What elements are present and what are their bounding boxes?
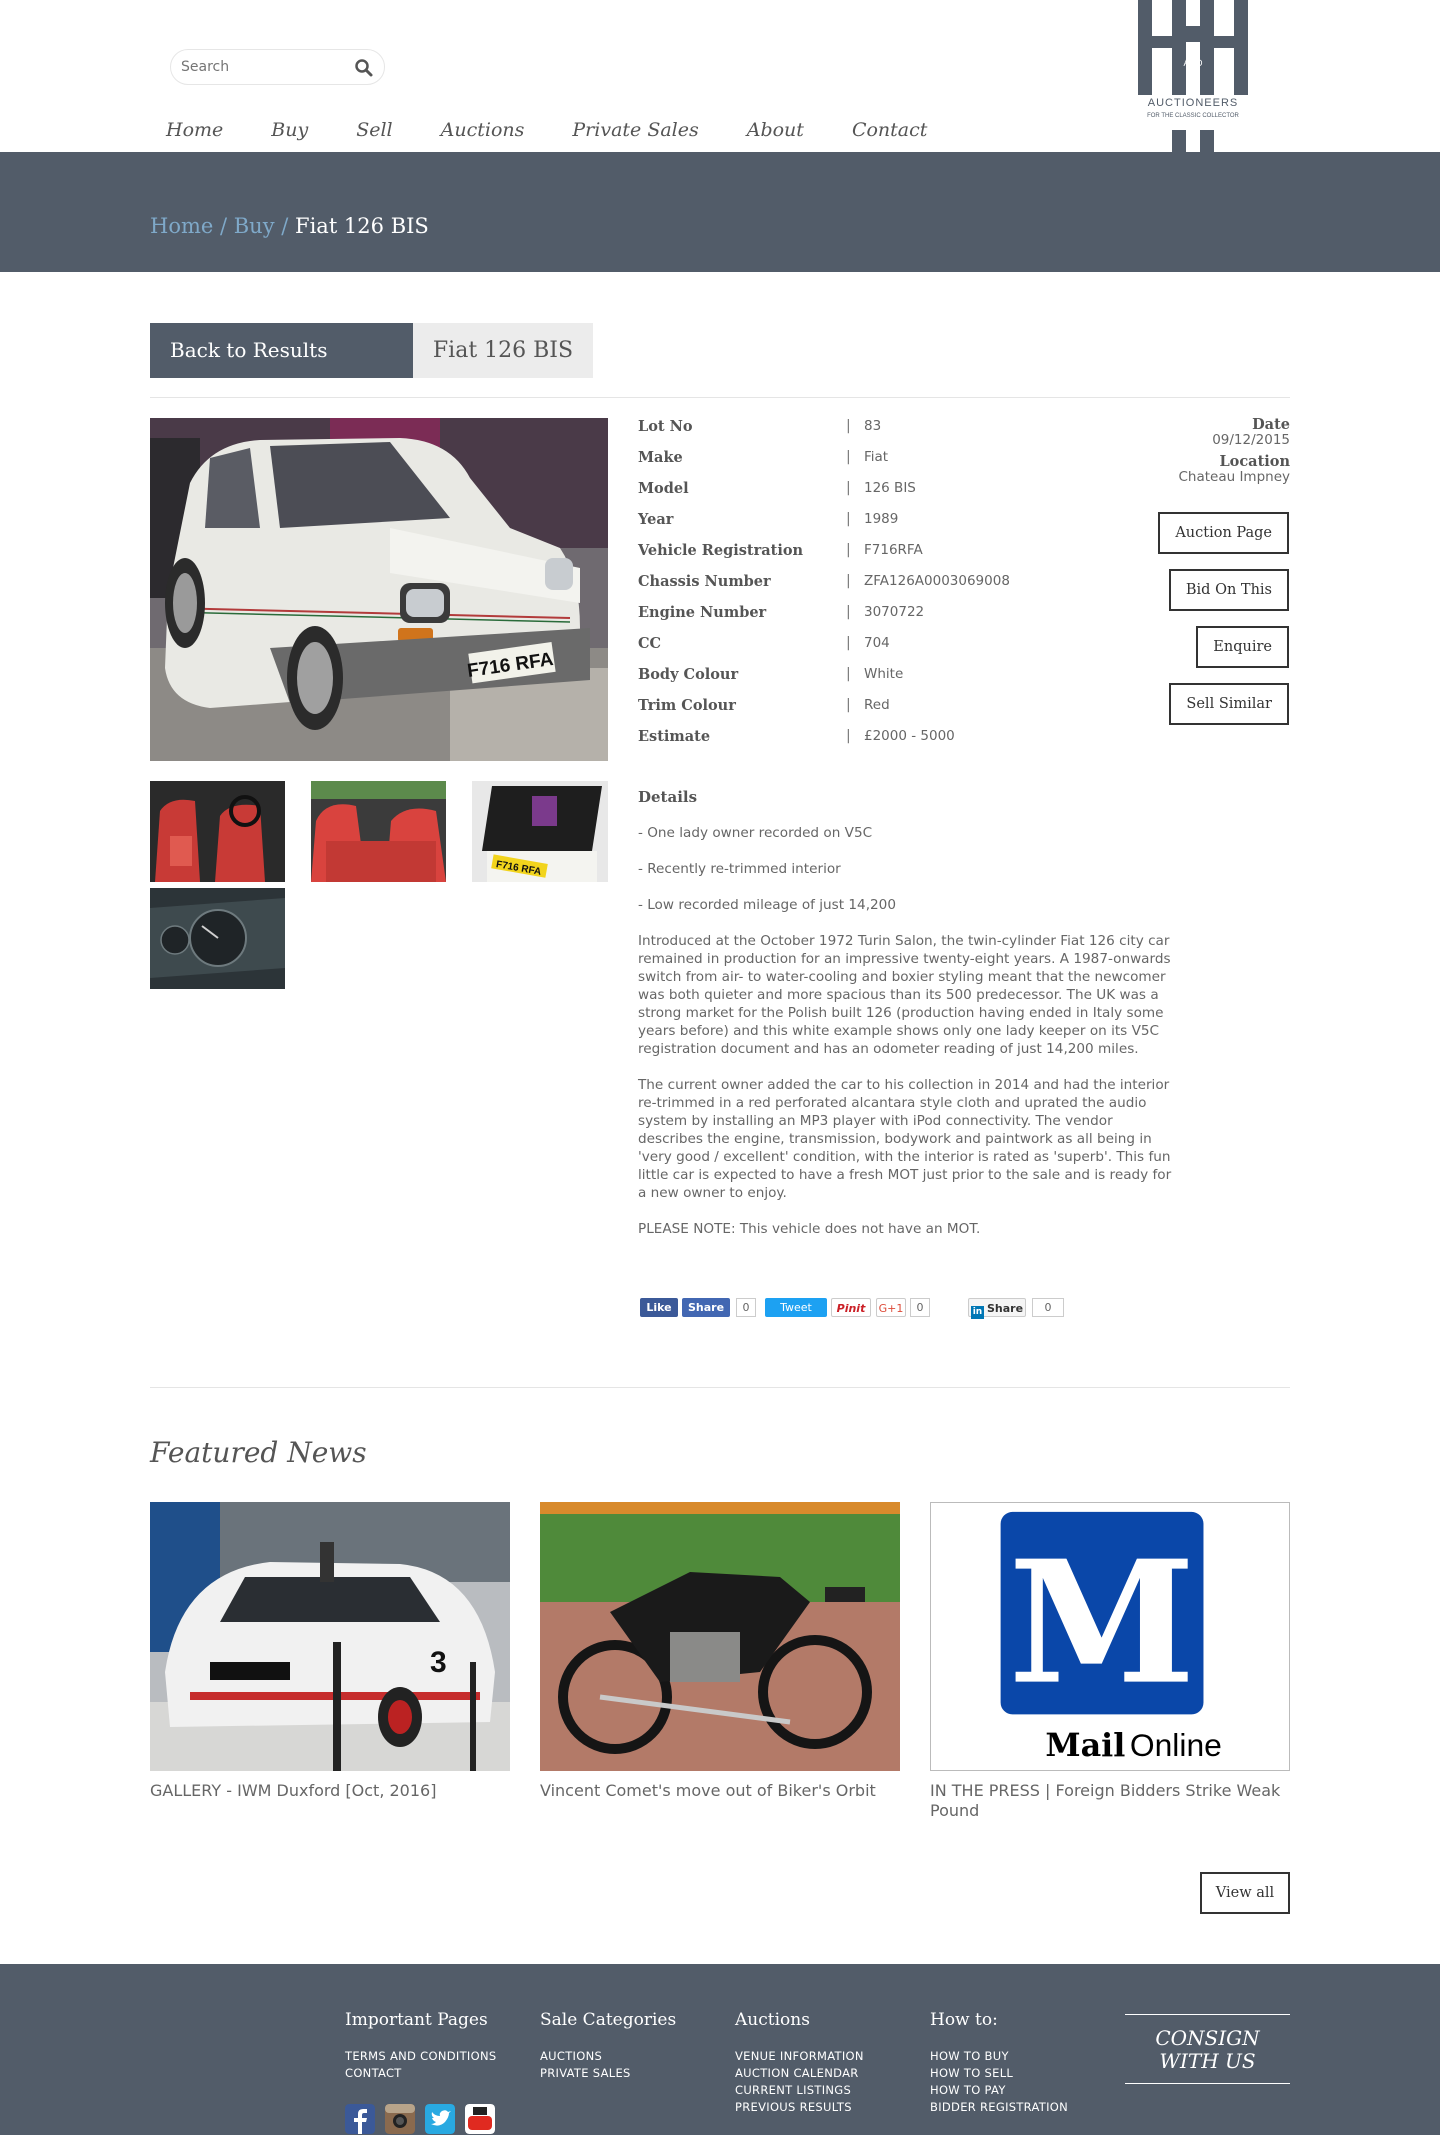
spec-row — [638, 416, 1088, 447]
breadcrumb-current: Fiat 126 BIS — [295, 214, 429, 238]
nav-auctions[interactable]: Auctions — [440, 119, 525, 141]
spec-label: CC — [638, 635, 662, 652]
share-bar — [638, 1298, 1088, 1318]
nav-about[interactable]: About — [746, 119, 804, 141]
spec-row — [638, 602, 1088, 633]
linkedin-count: 0 — [1032, 1298, 1064, 1317]
spec-row — [638, 633, 1088, 664]
details-bullet: - One lady owner recorded on V5C — [638, 825, 873, 841]
spec-row — [638, 509, 1088, 540]
details-paragraph: Introduced at the October 1972 Turin Salon, the twin-cylinder Fiat 126 city car remained in production for an impressive twenty-eight years. A 1987-onwards switch from air- to water-cooling and boxier styling meant that the newcomer was both quieter and more spacious than its 500 predecessor. The UK was a strong market for the Polish built 126 (production having ended in Italy some years before) and this white example shows only one lady keeper on its V5C registration document and has an odometer reading of just 14,200 miles. — [638, 933, 1171, 1057]
footer-column-sale-categories — [540, 2010, 676, 2082]
site-logo[interactable] — [1130, 0, 1260, 152]
breadcrumb-separator: / — [213, 214, 234, 238]
linkedin-icon: in — [972, 1307, 983, 1317]
auction-info — [1090, 416, 1290, 484]
spec-value: F716RFA — [864, 542, 923, 558]
svg-text:Online: Online — [1129, 1727, 1222, 1764]
details-bullet: - Recently re-trimmed interior — [638, 861, 841, 877]
thumbnail-front-trunk[interactable] — [472, 781, 608, 882]
footer-link-calendar[interactable]: AUCTION CALENDAR — [735, 2066, 859, 2080]
breadcrumb-home[interactable]: Home — [150, 214, 214, 238]
footer-link-terms[interactable]: TERMS AND CONDITIONS — [345, 2049, 497, 2063]
featured-news-title: Featured News — [150, 1436, 367, 1469]
spec-value: ZFA126A0003069008 — [864, 573, 1010, 589]
svg-text:F716 RFA: F716 RFA — [466, 649, 555, 682]
spec-row — [638, 664, 1088, 695]
nav-buy[interactable]: Buy — [271, 119, 309, 141]
breadcrumb — [150, 214, 429, 238]
footer-link-venue[interactable]: VENUE INFORMATION — [735, 2049, 864, 2063]
auction-page-button[interactable]: Auction Page — [1158, 512, 1289, 554]
thumbnail-interior-rear[interactable] — [311, 781, 446, 882]
nav-home[interactable]: Home — [166, 119, 224, 141]
footer-link-current[interactable]: CURRENT LISTINGS — [735, 2083, 852, 2097]
footer-link-previous[interactable]: PREVIOUS RESULTS — [735, 2100, 852, 2114]
facebook-count: 0 — [736, 1298, 756, 1317]
spec-separator: | — [846, 573, 851, 589]
footer-link-contact[interactable]: CONTACT — [345, 2066, 402, 2080]
footer-heading: Important Pages — [345, 2010, 488, 2030]
auction-date: 09/12/2015 — [1212, 432, 1290, 448]
spec-value: 83 — [864, 418, 882, 434]
spec-value: 126 BIS — [864, 480, 916, 496]
location-label: Location — [1219, 453, 1290, 470]
spec-separator: | — [846, 635, 851, 651]
spec-label: Make — [638, 449, 683, 466]
svg-text:AUCTIONEERS: AUCTIONEERS — [1147, 97, 1239, 109]
google-plus-count: 0 — [910, 1298, 930, 1317]
spec-value: 3070722 — [864, 604, 925, 620]
footer-heading: How to: — [930, 2010, 998, 2030]
spec-value: Fiat — [864, 449, 889, 465]
like-label: Like — [646, 1301, 672, 1314]
nav-private-sales[interactable]: Private Sales — [572, 119, 699, 141]
divider — [150, 397, 1290, 398]
spec-separator: | — [846, 604, 851, 620]
footer-link-how-to-pay[interactable]: HOW TO PAY — [930, 2083, 1006, 2097]
main-photo[interactable] — [150, 418, 608, 761]
site-footer — [0, 1964, 1440, 2135]
spec-label: Trim Colour — [638, 697, 736, 714]
svg-text:F716 RFA: F716 RFA — [495, 859, 542, 878]
spec-row — [638, 571, 1088, 602]
spec-value: £2000 - 5000 — [864, 728, 955, 744]
footer-link-auctions[interactable]: AUCTIONS — [540, 2049, 603, 2063]
site-header — [0, 0, 1440, 152]
divider — [150, 1387, 1290, 1388]
footer-link-bidder-registration[interactable]: BIDDER REGISTRATION — [930, 2100, 1069, 2114]
spec-label: Chassis Number — [638, 573, 771, 590]
page-banner — [0, 152, 1440, 272]
spec-separator: | — [846, 418, 851, 434]
consign-line: CONSIGN — [1155, 2026, 1260, 2050]
spec-label: Estimate — [638, 728, 711, 745]
sell-similar-button[interactable]: Sell Similar — [1169, 683, 1289, 725]
spec-separator: | — [846, 666, 851, 682]
vehicle-specs — [638, 416, 1088, 757]
spec-row — [638, 478, 1088, 509]
youtube-icon[interactable] — [465, 2104, 495, 2134]
spec-label: Body Colour — [638, 666, 739, 683]
nav-contact[interactable]: Contact — [851, 119, 928, 141]
footer-link-how-to-sell[interactable]: HOW TO SELL — [930, 2066, 1014, 2080]
spec-label: Model — [638, 480, 689, 497]
date-label: Date — [1252, 416, 1290, 433]
bid-on-this-button[interactable]: Bid On This — [1169, 569, 1289, 611]
search-box[interactable] — [170, 49, 385, 85]
svg-text:3: 3 — [430, 1646, 447, 1679]
facebook-icon[interactable] — [345, 2104, 375, 2134]
linkedin-label: Share — [986, 1302, 1024, 1315]
spec-separator: | — [846, 480, 851, 496]
twitter-icon[interactable] — [425, 2104, 455, 2134]
gplus-label: G+1 — [878, 1302, 904, 1315]
search-input[interactable] — [181, 56, 346, 78]
spec-separator: | — [846, 511, 851, 527]
news-caption[interactable]: IN THE PRESS | Foreign Bidders Strike Weak Pound — [930, 1781, 1281, 1820]
share-label: Share — [687, 1301, 725, 1314]
spec-value: White — [864, 666, 904, 682]
news-image-porsche[interactable] — [150, 1502, 510, 1771]
search-icon[interactable] — [354, 58, 374, 78]
facebook-share-button[interactable] — [682, 1298, 730, 1317]
tweet-button[interactable] — [765, 1298, 827, 1317]
news-image-mailonline[interactable] — [930, 1502, 1290, 1771]
news-image-vincent[interactable] — [540, 1502, 900, 1771]
nav-sell[interactable]: Sell — [356, 119, 393, 141]
breadcrumb-separator: / — [274, 214, 296, 238]
tweet-label: Tweet — [780, 1301, 812, 1314]
spec-row — [638, 695, 1088, 726]
footer-column-important — [345, 2010, 496, 2082]
footer-link-how-to-buy[interactable]: HOW TO BUY — [930, 2049, 1009, 2063]
spec-row — [638, 540, 1088, 571]
spec-value: 704 — [864, 635, 890, 651]
lot-details — [638, 788, 1178, 1256]
view-all-button[interactable]: View all — [1200, 1872, 1290, 1914]
svg-text:FOR THE CLASSIC COLLECTOR: FOR THE CLASSIC COLLECTOR — [1147, 113, 1239, 119]
news-caption[interactable]: Vincent Comet's move out of Biker's Orbit — [540, 1781, 876, 1800]
lot-title-tab: Fiat 126 BIS — [413, 323, 593, 378]
spec-label: Vehicle Registration — [638, 542, 804, 559]
thumbnail-interior-front[interactable] — [150, 781, 285, 882]
spec-separator: | — [846, 542, 851, 558]
svg-text:AND: AND — [1183, 58, 1203, 68]
spec-separator: | — [846, 728, 851, 744]
spec-label: Lot No — [638, 418, 693, 435]
google-plus-button[interactable] — [876, 1298, 906, 1317]
spec-separator: | — [846, 697, 851, 713]
news-caption[interactable]: GALLERY - IWM Duxford [Oct, 2016] — [150, 1781, 437, 1800]
enquire-button[interactable]: Enquire — [1196, 626, 1289, 668]
spec-separator: | — [846, 449, 851, 465]
details-heading: Details — [638, 788, 698, 806]
footer-column-auctions — [735, 2010, 864, 2116]
spec-row — [638, 447, 1088, 478]
facebook-like-button[interactable] — [640, 1298, 678, 1317]
footer-heading: Sale Categories — [540, 2010, 677, 2030]
linkedin-share-button[interactable] — [968, 1298, 1026, 1317]
details-bullet: - Low recorded mileage of just 14,200 — [638, 897, 896, 913]
consign-line: WITH US — [1159, 2049, 1256, 2073]
breadcrumb-buy[interactable]: Buy — [233, 214, 275, 238]
footer-heading: Auctions — [735, 2010, 810, 2030]
details-note: PLEASE NOTE: This vehicle does not have an MOT. — [638, 1221, 981, 1237]
footer-link-private-sales[interactable]: PRIVATE SALES — [540, 2066, 631, 2080]
details-paragraph: The current owner added the car to his collection in 2014 and had the interior re-trimmed in a red perforated alcantara style cloth and uprated the audio system by installing an MP3 player with iPod connectivity. The vendor describes the engine, transmission, bodywork and paintwork as all being in 'very good / excellent' condition, with the interior is rated as 'superb'. This fun little car is expected to have a fresh MOT just prior to the sale and is ready for a new owner to enjoy. — [638, 1077, 1172, 1201]
svg-text:Mail: Mail — [1045, 1727, 1126, 1765]
main-nav — [166, 119, 975, 141]
spec-label: Year — [638, 511, 674, 528]
consign-with-us-link[interactable] — [1125, 2014, 1290, 2084]
back-to-results-button[interactable]: Back to Results — [150, 323, 413, 378]
thumbnail-dashboard[interactable] — [150, 888, 285, 989]
pinit-button[interactable] — [831, 1298, 871, 1317]
pinit-label: Pinit — [836, 1302, 866, 1315]
spec-value: 1989 — [864, 511, 899, 527]
spec-label: Engine Number — [638, 604, 767, 621]
svg-text:M: M — [1008, 1522, 1196, 1722]
instagram-icon[interactable] — [385, 2104, 415, 2134]
spec-value: Red — [864, 697, 890, 713]
auction-location: Chateau Impney — [1178, 469, 1290, 485]
spec-row — [638, 726, 1088, 757]
footer-column-howto — [930, 2010, 1068, 2116]
